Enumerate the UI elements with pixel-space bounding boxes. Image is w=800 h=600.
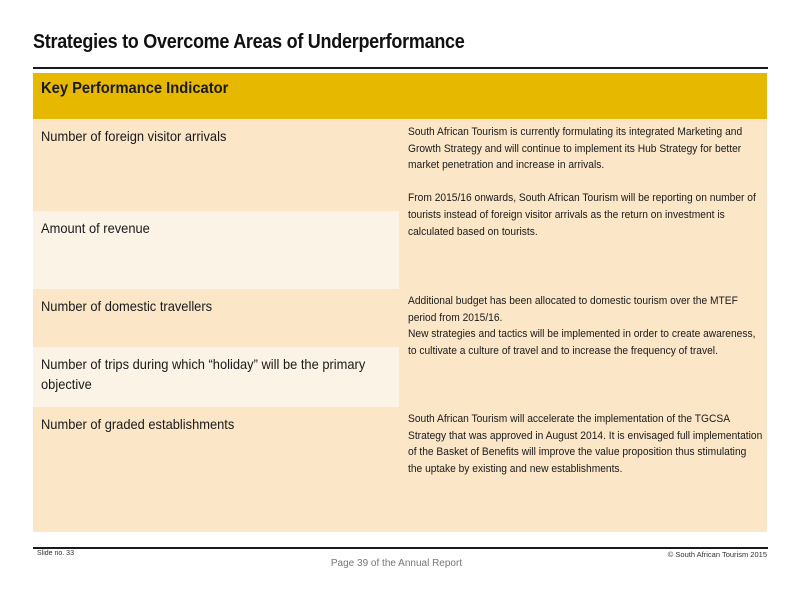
kpi-cell-foreign-arrivals bbox=[33, 119, 399, 211]
strategy-text: Additional budget has been allocated to domestic tourism over the MTEF period from 2015/16. New strategies and tactics will be implemented in order to create awareness, to cultivate a culture of travel and to increase the frequency of travel. bbox=[408, 295, 756, 357]
footer-divider bbox=[33, 547, 768, 549]
annual-report-page-reference: Page 39 of the Annual Report bbox=[330, 558, 463, 569]
kpi-label: Amount of revenue bbox=[41, 220, 150, 236]
strategy-text: South African Tourism will accelerate the implementation of the TGCSA Strategy that was approved in August 2014. It is envisaged full implementation of the Basket of Benefits will improve the value proposition thus stimulating the uptake by existing and new establishments. bbox=[408, 413, 763, 475]
strategy-cell-grading bbox=[408, 411, 763, 477]
copyright-notice: © South African Tourism 2015 bbox=[667, 550, 767, 559]
page-title: Strategies to Overcome Areas of Underperformance bbox=[33, 31, 465, 53]
kpi-cell-holiday-trips bbox=[33, 347, 399, 407]
table-header-label: Key Performance Indicator bbox=[41, 80, 229, 97]
slide-number: Slide no. 33 bbox=[37, 550, 74, 557]
strategy-cell-international bbox=[408, 124, 763, 240]
kpi-cell-revenue bbox=[33, 211, 399, 289]
kpi-label: Number of graded establishments bbox=[41, 416, 235, 432]
strategy-cell-domestic bbox=[408, 293, 763, 359]
kpi-label: Number of trips during which “holiday” will be the primary objective bbox=[41, 356, 366, 392]
table-header bbox=[33, 73, 767, 119]
title-divider bbox=[33, 67, 768, 69]
kpi-label: Number of domestic travellers bbox=[41, 298, 213, 314]
strategy-text: South African Tourism is currently formulating its integrated Marketing and Growth Strategy and will continue to implement its Hub Strategy for better market penetration and increase in arrivals. From 2015/16 onwards, South African Tourism will be reporting on number of tourists instead of foreign visitor arrivals as the return on investment is calculated based on tourists. bbox=[408, 126, 756, 238]
kpi-strategy-table bbox=[33, 73, 767, 532]
kpi-label: Number of foreign visitor arrivals bbox=[41, 128, 227, 144]
kpi-cell-domestic-travellers bbox=[33, 289, 399, 347]
kpi-cell-graded-establishments bbox=[33, 407, 399, 532]
